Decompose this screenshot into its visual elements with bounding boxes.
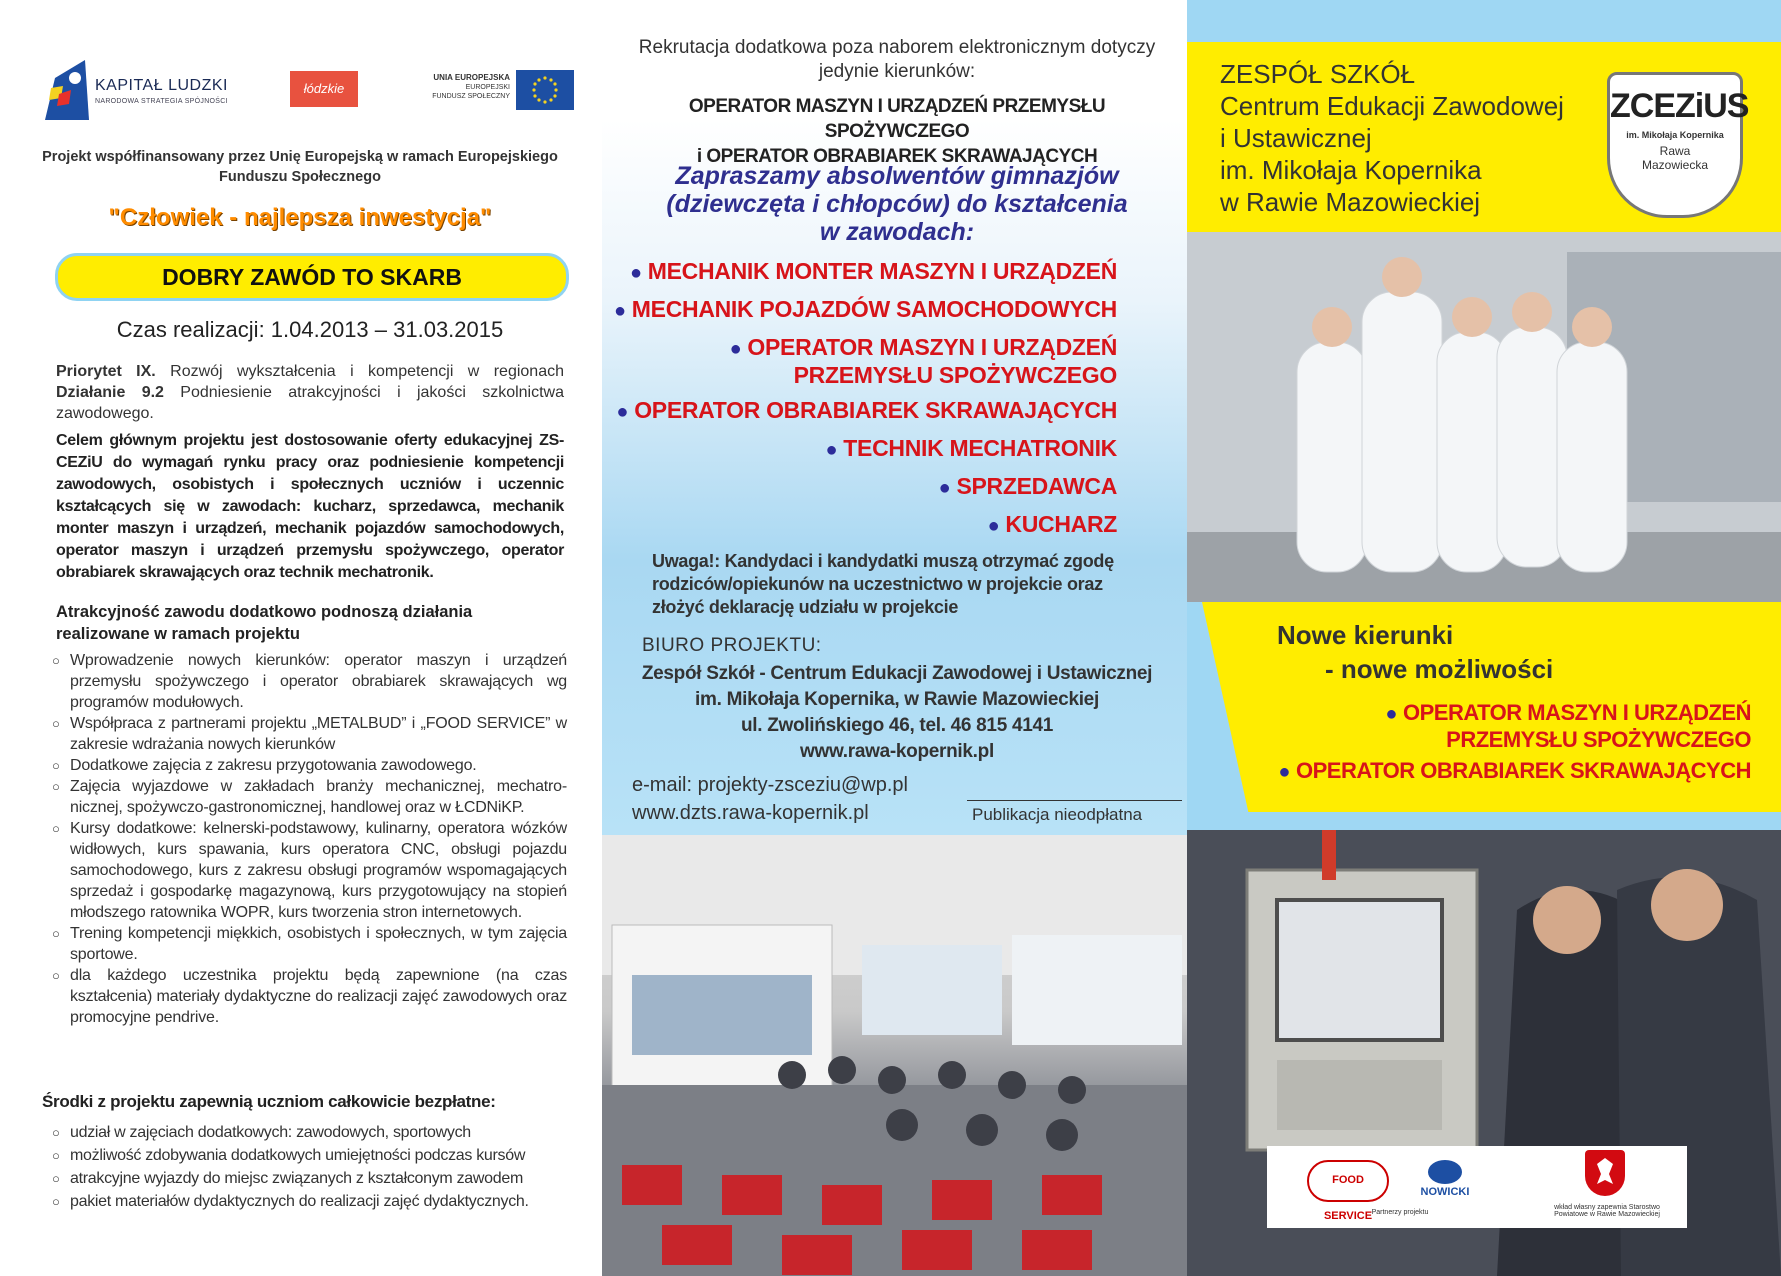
kapital-ludzki-subtitle: NARODOWA STRATEGIA SPÓJNOŚCI	[95, 98, 228, 105]
list-item: ○ atrakcyjne wyjazdy do miejsc związanych z kształconym zawodem	[52, 1167, 592, 1190]
new-profession-item	[1385, 700, 1751, 752]
recruitment-intro: Rekrutacja dodatkowa poza naborem elektronicznym dotyczy jedynie kierunków:	[638, 37, 1156, 82]
food-service-logo: FOOD SERVICE	[1307, 1160, 1389, 1202]
list-item: ○ udział w zajęciach dodatkowych: zawodowych, sportowych	[52, 1121, 592, 1144]
action-text: Podniesienie atrakcyjności i jakości szkolnictwa zawodowego.	[56, 384, 565, 422]
profession-label: OPERATOR OBRABIAREK SKRAWAJĄCYCH	[1295, 758, 1751, 783]
email: e-mail: projekty-zsceziu@wp.pl	[632, 774, 908, 796]
eu-flag-icon	[516, 70, 574, 110]
invitation-line-3: w zawodach:	[819, 218, 975, 246]
recruitment-field-1: OPERATOR MASZYN I URZĄDZEŃ PRZEMYSŁU SPOŻYWCZEGO	[688, 96, 1106, 142]
new-directions-title	[1277, 618, 1553, 686]
attractiveness-heading: Atrakcyjność zawodu dodatkowo podnoszą działania realizowane w ramach projektu	[56, 603, 473, 643]
eu-line1: EUROPEJSKI	[465, 84, 510, 91]
profession-label-cont: PRZEMYSŁU SPOŻYWCZEGO	[1446, 727, 1751, 752]
invitation-line-1: Zapraszamy absolwentów gimnazjów	[675, 162, 1119, 190]
list-item: ○ Wprowadzenie nowych kierunków: operator maszyn i urządzeń przemysłu spożywczego i operator obrabiarek skrawających wg programów modułowych.	[52, 650, 567, 713]
recruitment-fields	[617, 94, 1177, 169]
profession-item	[939, 473, 1117, 501]
kapital-ludzki-logo-icon	[45, 60, 89, 120]
office-address	[632, 661, 1162, 765]
nowicki-emblem-icon	[1428, 1160, 1462, 1184]
school-line-2: Centrum Edukacji Zawodowej	[1220, 91, 1564, 121]
crest-patron: im. Mikołaja Kopernika	[1626, 130, 1724, 140]
new-profession-item	[1278, 758, 1751, 785]
bullet-icon: ●	[616, 401, 629, 423]
profession-item	[730, 334, 1117, 388]
school-crest	[1607, 72, 1749, 218]
motto: "Człowiek - najlepsza inwestycja"	[108, 204, 492, 231]
lodzkie-logo: łódzkie	[290, 71, 358, 107]
crest-town-line-1: Rawa	[1659, 144, 1691, 158]
contact	[632, 771, 908, 827]
invitation-line-2: (dziewczęta i chłopców) do kształcenia	[666, 190, 1128, 218]
new-line-1: Nowe kierunki	[1277, 620, 1454, 650]
school-line-4: im. Mikołaja Kopernika	[1220, 155, 1482, 185]
free-publication: Publikacja nieodpłatna	[972, 805, 1143, 824]
list-item: ○ Trening kompetencji miękkich, osobistych i społecznych, w tym zajęcia sportowe.	[52, 923, 567, 965]
priority-label: Priorytet IX.	[56, 363, 156, 380]
recruitment-field-2: i OPERATOR OBRABIAREK SKRAWAJĄCYCH	[696, 146, 1098, 167]
list-item: ○ Zajęcia wyjazdowe w zakładach branży mechanicznej, mechatro-nicznej, spożywczo-gastronomicznej, handlowej oraz w ŁCDNiKP.	[52, 776, 567, 818]
profession-item	[616, 397, 1117, 425]
nowicki-logo	[1407, 1160, 1483, 1198]
eu-title: UNIA EUROPEJSKA	[433, 73, 510, 82]
bullet-icon: ●	[614, 300, 626, 322]
eu-line2: FUNDUSZ SPOŁECZNY	[432, 93, 510, 100]
profession-label: MECHANIK POJAZDÓW SAMOCHODOWYCH	[631, 296, 1117, 322]
bullet-icon: ●	[1278, 761, 1290, 783]
bullet-icon: ●	[938, 477, 951, 499]
office-line-2: im. Mikołaja Kopernika, w Rawie Mazowieckiej	[695, 689, 1099, 710]
project-goal: Celem głównym projektu jest dostosowanie oferty edukacyjnej ZS-CEZiU do wymagań rynku pracy oraz podniesienie kompetencji zawodowych, osobistych i społecznych uczniów i uczennic kształcących się w zawodach: kucharz, sprzedawca, mechanik monter maszyn i urządzeń, mechanik pojazdów samochodowych, operator maszyn i urządzeń przemysłu spożywczego, operator obrabiarek skrawających oraz technik mechatronik.	[56, 432, 564, 581]
partners-box	[1267, 1146, 1687, 1228]
profession-label: SPRZEDAWCA	[956, 473, 1117, 499]
eu-fund-text	[415, 73, 510, 101]
list-item: ○ Dodatkowe zajęcia z zakresu przygotowania zawodowego.	[52, 755, 567, 776]
office-line-1: Zespół Szkół - Centrum Edukacji Zawodowej i Ustawicznej	[641, 663, 1153, 684]
priority-paragraph	[56, 361, 564, 424]
profession-label: KUCHARZ	[1005, 511, 1117, 537]
activities-list	[52, 650, 567, 1028]
office-heading: BIURO PROJEKTU:	[642, 635, 822, 656]
office-line-3: ul. Zwolińskiego 46, tel. 46 815 4141	[740, 715, 1054, 736]
note: Uwaga!: Kandydaci i kandydatki muszą otrzymać zgodę rodziców/opiekunów na uczestnictwo w projekcie oraz złożyć deklarację udziału w projekcie	[652, 551, 1114, 617]
profession-item	[630, 258, 1117, 286]
cofinancing-statement: Projekt współfinansowany przez Unię Europejską w ramach Europejskiego Funduszu Społecznego	[42, 149, 558, 185]
profession-label: TECHNIK MECHATRONIK	[843, 435, 1117, 461]
list-item: ○ pakiet materiałów dydaktycznych do realizacji zajęć dydaktycznych.	[52, 1190, 592, 1213]
free-heading: Środki z projektu zapewnią uczniom całkowicie bezpłatne:	[42, 1092, 496, 1111]
school-line-3: i Ustawicznej	[1220, 123, 1372, 153]
nowicki-label: NOWICKI	[1420, 1186, 1470, 1198]
priority-text: Rozwój wykształcenia i kompetencji w regionach	[155, 363, 564, 380]
profession-item	[614, 296, 1117, 324]
bullet-icon: ●	[729, 338, 742, 360]
county-caption: wkład własny zapewnia Starostwo Powiatowe w Rawie Mazowieckiej	[1554, 1204, 1660, 1218]
profession-label: OPERATOR MASZYN I URZĄDZEŃ	[1403, 700, 1751, 725]
profession-item	[988, 511, 1117, 539]
project-title: DOBRY ZAWÓD TO SKARB	[55, 253, 569, 301]
left-panel	[0, 0, 602, 1276]
classroom-photo	[602, 835, 1187, 1276]
bullet-icon: ●	[987, 515, 1000, 537]
students-photo	[1187, 232, 1781, 602]
crest-logo: ZCEZiUS	[1610, 87, 1749, 125]
list-item: ○ możliwość zdobywania dodatkowych umiejętności podczas kursów	[52, 1144, 592, 1167]
bullet-icon: ●	[825, 439, 838, 461]
bullet-icon: ●	[629, 262, 642, 284]
sponsor-logos	[40, 55, 580, 125]
school-name	[1220, 58, 1600, 218]
office-website: www.rawa-kopernik.pl	[800, 741, 994, 762]
profession-label: MECHANIK MONTER MASZYN I URZĄDZEŃ	[647, 258, 1117, 284]
list-item: ○ Współpraca z partnerami projektu „METALBUD” i „FOOD SERVICE” w zakresie wdrażania nowych kierunków	[52, 713, 567, 755]
divider	[967, 800, 1182, 801]
profession-label: OPERATOR MASZYN I URZĄDZEŃ	[747, 334, 1117, 360]
right-panel	[1187, 0, 1781, 1276]
new-line-2: - nowe możliwości	[1325, 654, 1554, 684]
middle-panel	[602, 0, 1187, 1276]
profession-label-cont: PRZEMYSŁU SPOŻYWCZEGO	[793, 362, 1117, 388]
crest-town	[1610, 144, 1740, 172]
kapital-ludzki-title: KAPITAŁ LUDZKI	[95, 77, 228, 94]
invitation	[617, 162, 1177, 246]
profession-item	[826, 435, 1117, 463]
project-website: www.dzts.rawa-kopernik.pl	[632, 802, 869, 824]
free-list	[52, 1121, 592, 1213]
school-line-5: w Rawie Mazowieckiej	[1220, 187, 1481, 217]
list-item: ○ dla każdego uczestnika projektu będą zapewnione (na czas kształcenia) materiały dydaktyczne do realizacji zajęć zawodowych oraz promocyjne pendrive.	[52, 965, 567, 1028]
school-line-1: ZESPÓŁ SZKÓŁ	[1220, 59, 1416, 89]
county-coat-of-arms-icon	[1585, 1150, 1625, 1196]
project-duration: Czas realizacji: 1.04.2013 – 31.03.2015	[116, 317, 504, 342]
list-item: ○ Kursy dodatkowe: kelnerski-podstawowy, kulinarny, operatora wózków widłowych, kurs spawania, kurs operatora CNC, obsługi pojazdu samochodowego, kurs z zakresu obsługi programów wspomagających sprzedaż i gospodarkę magazynową, kurs przygotowujący na stopień młodszego ratownika WOPR, kurs tworzenia stron internetowych.	[52, 818, 567, 923]
partners-caption: Partnerzy projektu	[1371, 1209, 1429, 1216]
action-label: Działanie 9.2	[56, 384, 164, 401]
crest-town-line-2: Mazowiecka	[1641, 158, 1709, 172]
profession-label: OPERATOR OBRABIAREK SKRAWAJĄCYCH	[634, 397, 1117, 423]
bullet-icon: ●	[1385, 703, 1398, 725]
